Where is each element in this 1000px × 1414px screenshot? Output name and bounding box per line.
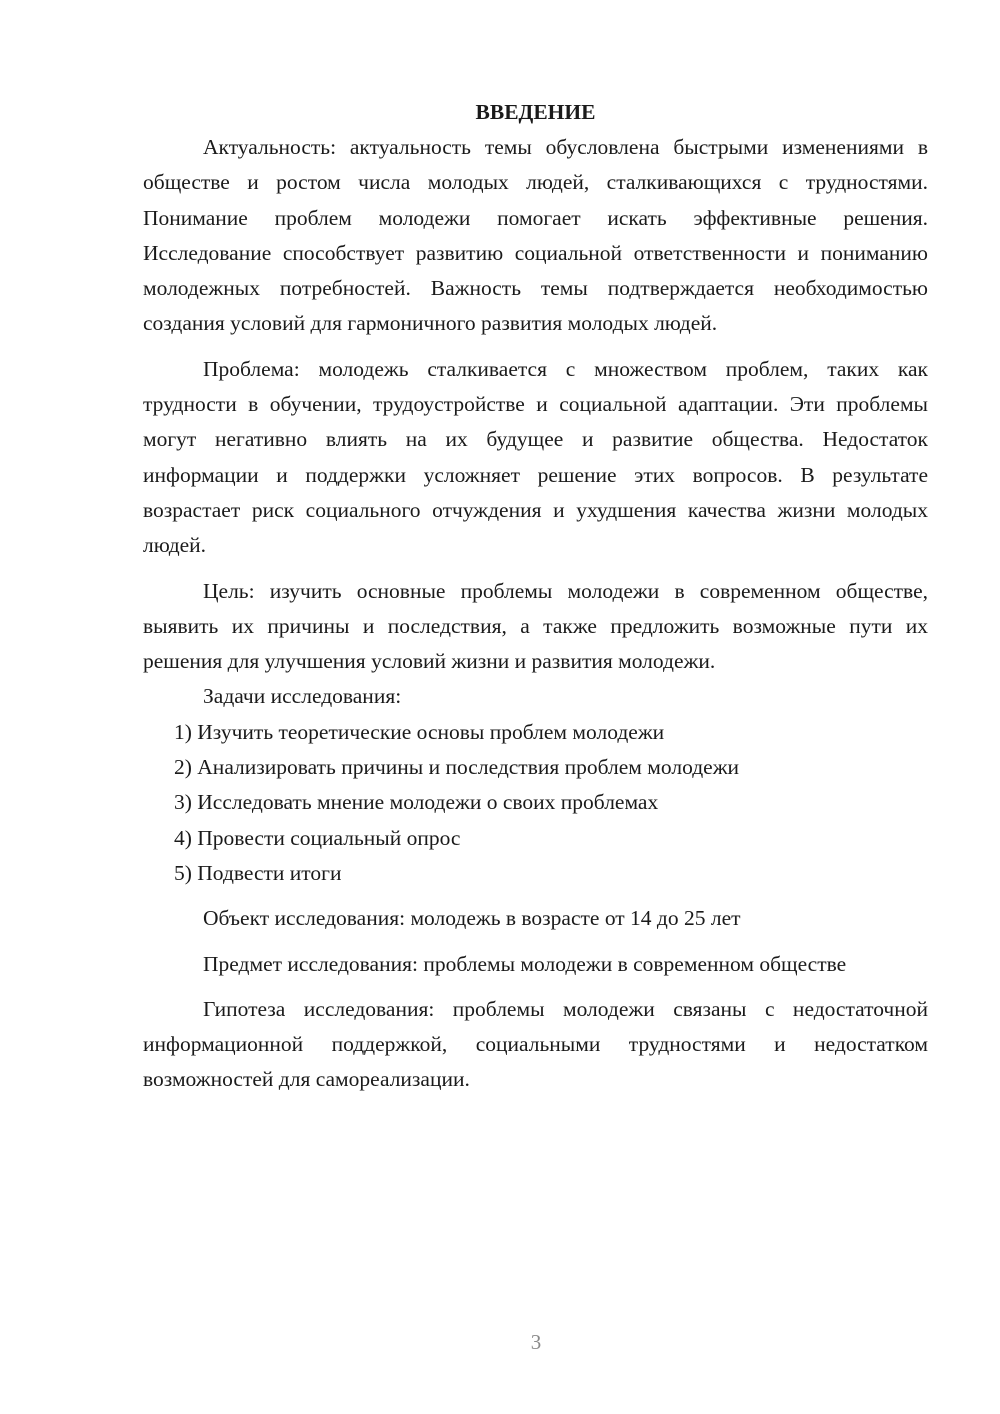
document-page xyxy=(143,95,928,1098)
hypothesis-paragraph: Гипотеза исследования: проблемы молодежи связаны с недостаточной информационной поддержкой, социальными трудностями и недостатком возможностей для самореализации. xyxy=(143,996,928,1092)
problem-paragraph: Проблема: молодежь сталкивается с множеством проблем, таких как трудности в обучении, трудоустройстве и социальной адаптации. Эти проблемы могут негативно влиять на их будущее и развитие общества. Недостаток информации и поддержки усложняет решение этих вопросов. В результате возрастает риск социального отчуждения и ухудшения качества жизни молодых людей. xyxy=(143,356,928,558)
page-number: 3 xyxy=(530,1330,542,1354)
list-item: 2) Анализировать причины и последствия проблем молодежи xyxy=(174,755,740,780)
list-item: 3) Исследовать мнение молодежи о своих проблемах xyxy=(174,790,659,815)
tasks-list xyxy=(143,715,928,891)
goal-paragraph: Цель: изучить основные проблемы молодежи в современном обществе, выявить их причины и последствия, а также предложить возможные пути их решения для улучшения условий жизни и развития молодежи. xyxy=(143,578,928,674)
section-title: ВВЕДЕНИЕ xyxy=(475,100,596,124)
list-item: 1) Изучить теоретические основы проблем молодежи xyxy=(174,719,665,744)
tasks-heading: Задачи исследования: xyxy=(203,684,402,709)
list-item: 5) Подвести итоги xyxy=(174,860,342,885)
research-object-paragraph: Объект исследования: молодежь в возрасте от 14 до 25 лет xyxy=(203,906,741,931)
relevance-paragraph: Актуальность: актуальность темы обусловлена быстрыми изменениями в обществе и ростом числа молодых людей, сталкивающихся с трудностями. Понимание проблем молодежи помогает искать эффективные решения. Исследование способствует развитию социальной ответственности и пониманию молодежных потребностей. Важность темы подтверждается необходимостью создания условий для гармоничного развития молодых людей. xyxy=(143,135,928,336)
research-subject-paragraph: Предмет исследования: проблемы молодежи в современном обществе xyxy=(203,951,847,976)
list-item: 4) Провести социальный опрос xyxy=(174,825,461,850)
